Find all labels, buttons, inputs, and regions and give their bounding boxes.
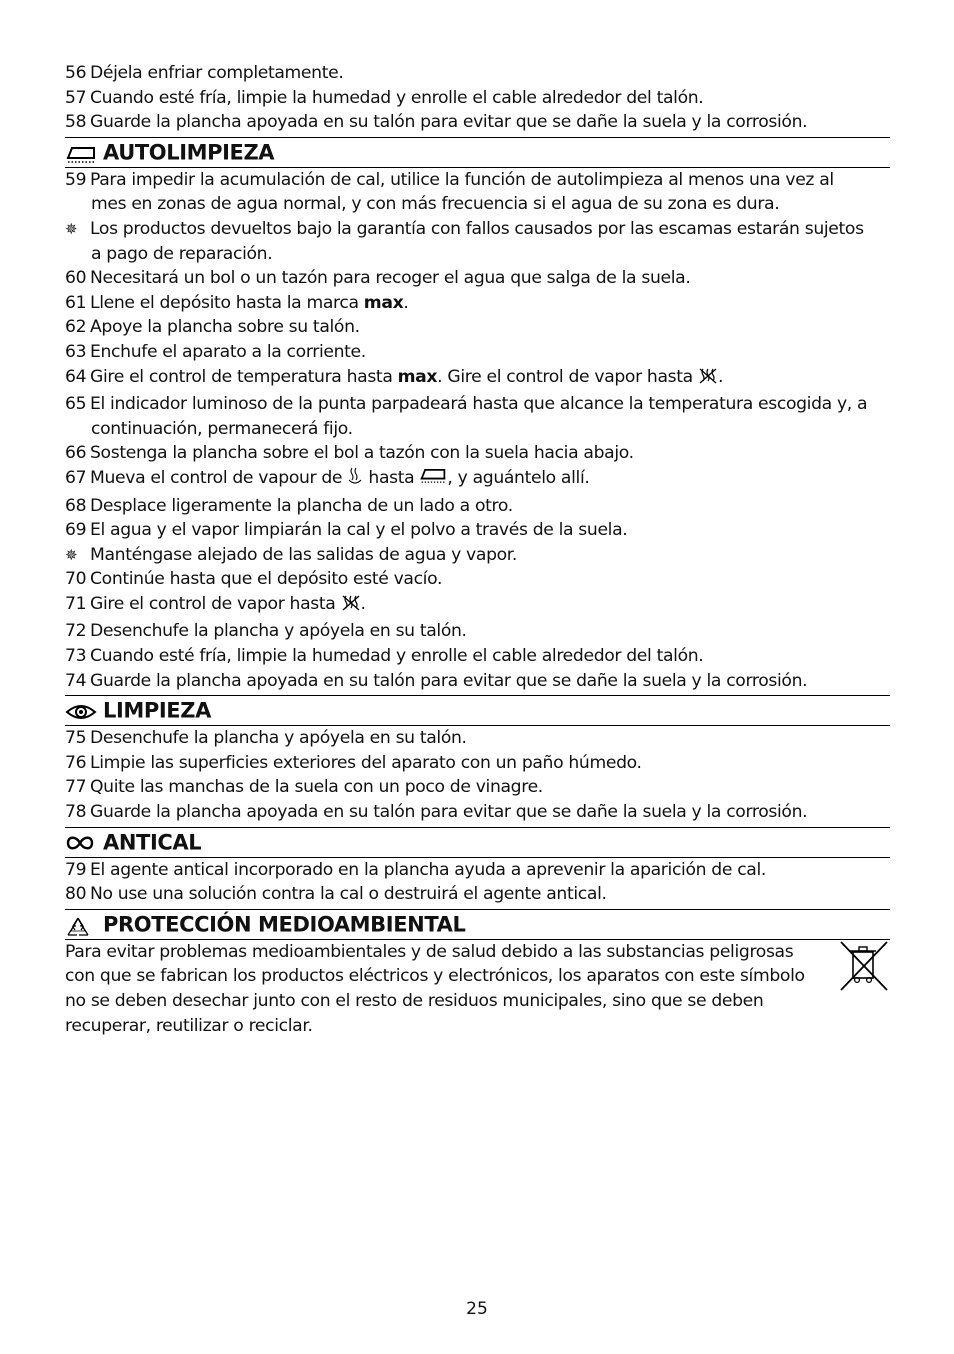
section-header-limpieza (65, 695, 890, 726)
step-66: 66 Sostenga la plancha sobre el bol a tazón con la suela hacia abajo. (65, 443, 634, 464)
step-71: 71 Gire el control de vapor hasta . (65, 592, 890, 620)
env-line-4: recuperar, reutilizar o reciclar. (65, 1015, 313, 1036)
step-60: 60 Necesitará un bol o un tazón para recoger el agua que salga de la suela. (65, 268, 691, 289)
section-title: ANTICAL (103, 830, 202, 855)
step-69: 69 El agua y el vapor limpiarán la cal y el polvo a través de la suela. (65, 520, 628, 541)
steam-off-icon (698, 367, 718, 393)
step-78: 78 Guarde la plancha apoyada en su talón para evitar que se dañe la suela y la corrosión. (65, 802, 808, 823)
env-line-1: Para evitar problemas medioambientales y de salud debido a las substancias peligrosas (65, 941, 794, 962)
step-80: 80 No use una solución contra la cal o destruirá el agente antical. (65, 884, 607, 905)
section-title: AUTOLIMPIEZA (103, 140, 275, 165)
step-65-cont: continuación, permanecerá fijo. (91, 418, 353, 439)
asterisk-warning-icon: ✵ (65, 545, 78, 564)
warning-1: ✵ Los productos devueltos bajo la garantía con fallos causados por las escamas estarán sujetos (65, 217, 890, 242)
step-68: 68 Desplace ligeramente la plancha de un lado a otro. (65, 495, 513, 516)
crossed-bin-icon (839, 940, 889, 1002)
warning-2: ✵ Manténgase alejado de las salidas de agua y vapor. (65, 543, 890, 568)
step-57: 57 Cuando esté fría, limpie la humedad y enrolle el cable alrededor del talón. (65, 87, 704, 108)
step-59: 59 Para impedir la acumulación de cal, utilice la función de autolimpieza al menos una vez al (65, 169, 834, 190)
recycle-icon (65, 910, 103, 939)
step-79: 79 El agente antical incorporado en la plancha ayuda a aprevenir la aparición de cal. (65, 859, 767, 880)
step-67: 67 Mueva el control de vapour de hasta , y aguántelo allí. (65, 466, 890, 494)
eye-icon (65, 697, 103, 726)
step-75: 75 Desenchufe la plancha y apóyela en su talón. (65, 728, 467, 749)
steam-icon (347, 466, 363, 494)
section-title: PROTECCIÓN MEDIOAMBIENTAL (103, 912, 466, 937)
step-65: 65 El indicador luminoso de la punta parpadeará hasta que alcance la temperatura escogida y, a (65, 394, 868, 415)
section-header-proteccion (65, 909, 890, 940)
section-header-antical (65, 827, 890, 858)
step-61: 61 Llene el depósito hasta la marca max. (65, 292, 409, 313)
step-70: 70 Continúe hasta que el depósito esté vacío. (65, 569, 443, 590)
step-58: 58 Guarde la plancha apoyada en su talón para evitar que se dañe la suela y la corrosión. (65, 112, 808, 133)
steam-off-icon (341, 594, 361, 620)
env-line-2: con que se fabrican los productos eléctricos y electrónicos, los aparatos con este símbolo (65, 966, 805, 987)
step-63: 63 Enchufe el aparato a la corriente. (65, 341, 366, 362)
step-62: 62 Apoye la plancha sobre su talón. (65, 317, 360, 338)
document-page (65, 61, 890, 1038)
section-title: LIMPIEZA (103, 698, 211, 723)
step-76: 76 Limpie las superficies exteriores del aparato con un paño húmedo. (65, 752, 642, 773)
step-64: 64 Gire el control de temperatura hasta max. Gire el control de vapor hasta . (65, 365, 890, 393)
iron-self-clean-icon (419, 466, 447, 494)
page-number: 25 (466, 1299, 488, 1319)
asterisk-warning-icon: ✵ (65, 219, 78, 238)
step-56: 56 Déjela enfriar completamente. (65, 63, 344, 83)
environmental-notice (65, 940, 890, 1038)
section-header-autolimpieza (65, 137, 890, 168)
warning-1-cont: a pago de reparación. (91, 243, 273, 264)
step-72: 72 Desenchufe la plancha y apóyela en su talón. (65, 621, 467, 642)
step-77: 77 Quite las manchas de la suela con un poco de vinagre. (65, 777, 543, 798)
iron-self-clean-icon (65, 138, 103, 167)
step-73: 73 Cuando esté fría, limpie la humedad y enrolle el cable alrededor del talón. (65, 646, 704, 667)
step-74: 74 Guarde la plancha apoyada en su talón para evitar que se dañe la suela y la corrosión. (65, 670, 808, 691)
step-59-cont: mes en zonas de agua normal, y con más frecuencia si el agua de su zona es dura. (91, 194, 780, 215)
infinity-icon (65, 828, 103, 857)
env-line-3: no se deben desechar junto con el resto de residuos municipales, sino que se deben (65, 991, 764, 1011)
